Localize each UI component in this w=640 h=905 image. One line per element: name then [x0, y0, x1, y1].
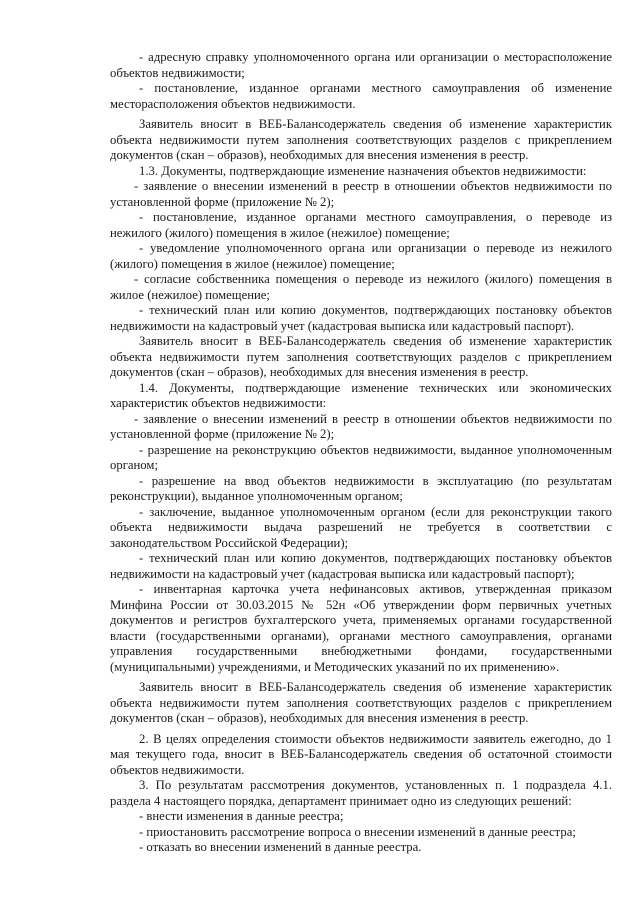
- list-item: - уведомление уполномоченного органа или организации о переводе из нежилого (жилого) помещения в жилое (нежилое) помещение;: [110, 241, 612, 271]
- body-paragraph: Заявитель вносит в ВЕБ-Балансодержатель сведения об изменение характеристик объекта недвижимости путем заполнения соответствующих разделов с прикреплением документов (скан – образов), необходимых для внесения изменения в реестр.: [110, 680, 612, 725]
- section-heading-1-4: 1.4. Документы, подтверждающие изменение технических или экономических характеристик объектов недвижимости:: [110, 380, 612, 410]
- list-item: - постановление, изданное органами местного самоуправления об изменение месторасположения объектов недвижимости.: [110, 81, 612, 111]
- list-item: - заявление о внесении изменений в реестр в отношении объектов недвижимости по установленной форме (приложение № 2);: [110, 411, 612, 441]
- list-item: - постановление, изданное органами местного самоуправления, о переводе из нежилого (жилого) помещения в жилое (нежилое) помещение;: [110, 210, 612, 240]
- section-paragraph-2: 2. В целях определения стоимости объектов недвижимости заявитель ежегодно, до 1 мая текущего года, вносит в ВЕБ-Балансодержатель сведения об остаточной стоимости объектов недвижимости.: [110, 731, 612, 777]
- list-item: - заявление о внесении изменений в реестр в отношении объектов недвижимости по установленной форме (приложение № 2);: [110, 179, 612, 209]
- body-paragraph: Заявитель вносит в ВЕБ-Балансодержатель сведения об изменение характеристик объекта недвижимости путем заполнения соответствующих разделов с прикреплением документов (скан – образов), необходимых для внесения изменения в реестр.: [110, 117, 612, 162]
- list-item: - технический план или копию документов, подтверждающих постановку объектов недвижимости на кадастровый учет (кадастровая выписка или кадастровый паспорт);: [110, 551, 612, 581]
- section-heading-1-3: 1.3. Документы, подтверждающие изменение назначения объектов недвижимости:: [139, 163, 587, 178]
- list-item: - инвентарная карточка учета нефинансовых активов, утвержденная приказом Минфина России от 30.03.2015 № 52н «Об утверждении форм первичных учетных документов и регистров бухгалтерского учета, применяемых органами государственной власти (государственными органами), органами местного самоуправления, органами управления государственными внебюджетными фондами, государственными (муниципальными) учреждениями, и Методических указаний по их применению».: [110, 582, 612, 674]
- list-item: - внести изменения в данные реестра;: [139, 809, 344, 823]
- list-item: - технический план или копию документов, подтверждающих постановку объектов недвижимости на кадастровый учет (кадастровая выписка или кадастровый паспорт).: [110, 303, 612, 333]
- list-item: - отказать во внесении изменений в данные реестра.: [139, 840, 422, 854]
- list-item: - адресную справку уполномоченного органа или организации о месторасположение объектов недвижимости;: [110, 50, 612, 80]
- list-item: - разрешение на ввод объектов недвижимости в эксплуатацию (по результатам реконструкции), выданное уполномоченным органом;: [110, 473, 612, 503]
- section-paragraph-3: 3. По результатам рассмотрения документов, установленных п. 1 подраздела 4.1. раздела 4 настоящего порядка, департамент принимает одно из следующих решений:: [110, 778, 612, 808]
- list-item: - согласие собственника помещения о переводе из нежилого (жилого) помещения в жилое (нежилое) помещение;: [110, 272, 612, 302]
- list-item: - заключение, выданное уполномоченным органом (если для реконструкции такого объекта недвижимости выдача разрешений не требуется в соответствии с законодательством Российской Федерации);: [110, 504, 612, 550]
- document-body: [110, 50, 612, 856]
- list-item: - разрешение на реконструкцию объектов недвижимости, выданное уполномоченным органом;: [110, 442, 612, 472]
- body-paragraph: Заявитель вносит в ВЕБ-Балансодержатель сведения об изменение характеристик объекта недвижимости путем заполнения соответствующих разделов с прикреплением документов (скан – образов), необходимых для внесения изменения в реестр.: [110, 334, 612, 379]
- list-item: - приостановить рассмотрение вопроса о внесении изменений в данные реестра;: [139, 824, 576, 839]
